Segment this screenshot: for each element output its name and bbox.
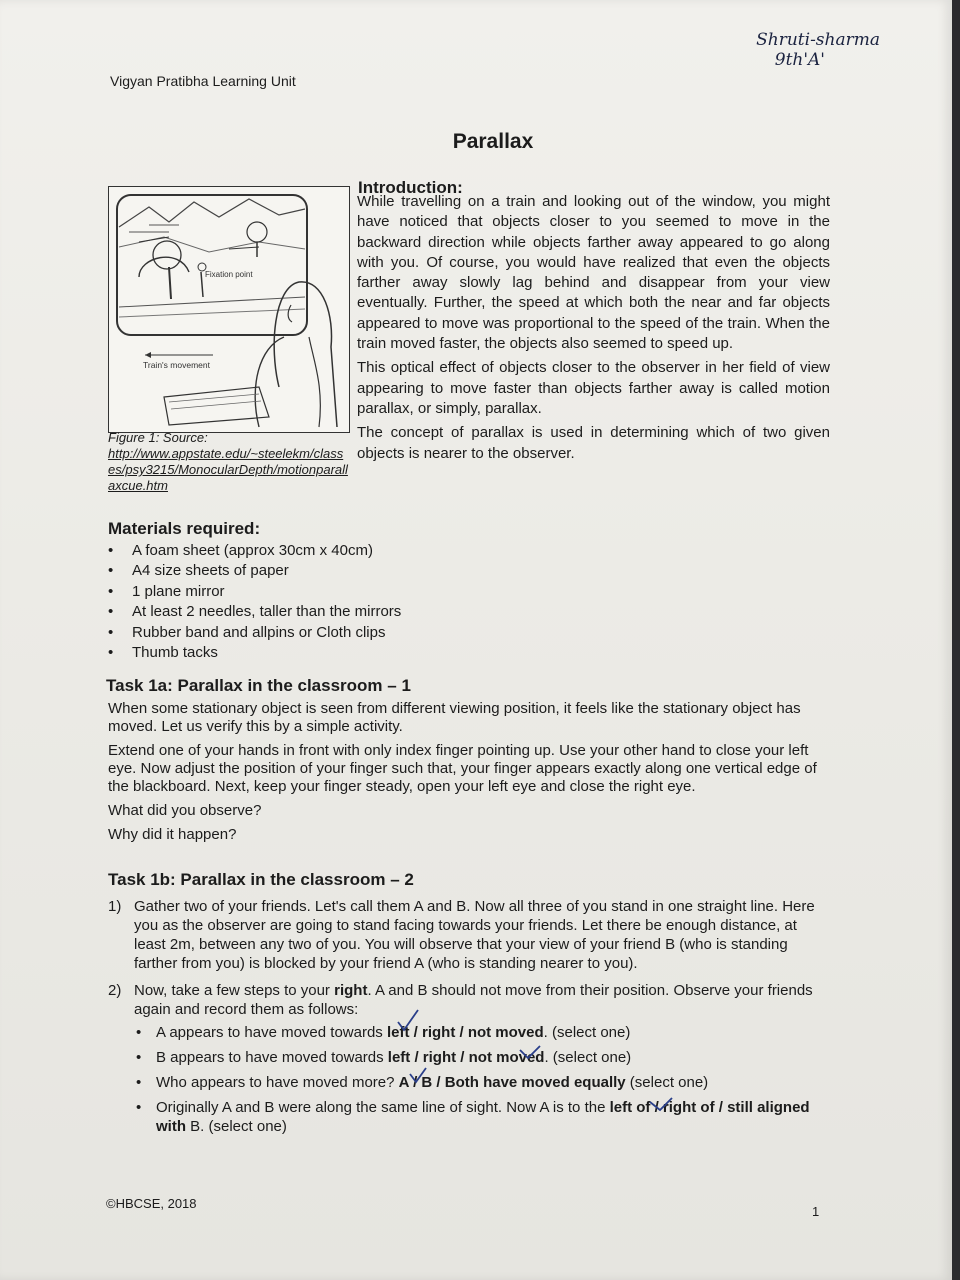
task-1a-heading: Task 1a: Parallax in the classroom – 1 <box>106 676 411 695</box>
task-1a-question: What did you observe? <box>108 802 262 819</box>
answer-options[interactable]: left / right / not moved <box>386 1024 544 1041</box>
question-suffix: . (select one) <box>544 1049 632 1066</box>
intro-paragraph: The concept of parallax is used in determining which of two given objects is nearer to the observer. <box>357 424 830 462</box>
task-1b-heading: Task 1b: Parallax in the classroom – 2 <box>108 870 414 889</box>
step-text: . A and B should not move from their position. Observe your friends again and record them as follows: <box>134 982 813 1018</box>
step-number: 1) <box>108 898 122 915</box>
answer-options[interactable]: A / B / Both have moved equally <box>398 1074 626 1091</box>
step-emphasis: right <box>334 982 368 999</box>
student-class: 9th'A' <box>774 50 825 70</box>
list-item: • At least 2 needles, taller than the mirrors <box>108 602 401 622</box>
task-1a-paragraph: When some stationary object is seen from different viewing position, it feels like the stationary object has moved. Let us verify this by a simple activity. <box>108 700 801 735</box>
list-item: • 1 plane mirror <box>108 582 401 602</box>
intro-paragraph: This optical effect of objects closer to the observer in her field of view appearing to move faster than objects farther away is called motion parallax, or simply, parallax. <box>357 359 830 417</box>
list-item: • A foam sheet (approx 30cm x 40cm) <box>108 541 401 561</box>
task-1a-paragraph: Extend one of your hands in front with only index finger pointing up. Use your other hand to close your left eye. Now adjust the position of your finger such that, your finger appears exactly along one vertical edge of the blackboard. Next, keep your finger steady, open your left eye and close the right eye. <box>108 742 817 795</box>
checkmark-icon <box>410 1068 426 1082</box>
question-text: Originally A and B were along the same line of sight. Now A is to the <box>156 1099 610 1116</box>
answer-options[interactable]: left / right / not moved <box>387 1049 545 1066</box>
list-item: • Rubber band and allpins or Cloth clips <box>108 623 401 643</box>
step-number: 2) <box>108 982 122 999</box>
question-suffix: B. (select one) <box>186 1118 287 1135</box>
intro-paragraph: While travelling on a train and looking out of the window, you might have noticed that objects closer to you seemed to move in the backward direction while objects farther away appeared to go along with you. Of course, you would have realized that even the objects farther away slowly lag behind and disappear from your view eventually. Further, the speed at which both the near and far objects appeared to move was proportional to the speed of the train. When the train moved faster, the objects also seemed to speed up. <box>357 193 830 353</box>
introduction-heading: Introduction: <box>358 178 463 197</box>
figure-source-link[interactable]: http://www.appstate.edu/~steelekm/classes/psy3215/MonocularDepth/motionparallaxcue.htm <box>108 446 348 493</box>
checkmark-icon <box>650 1098 672 1110</box>
checkmark-icon <box>520 1046 540 1058</box>
fixation-label: Fixation point <box>205 270 253 279</box>
materials-heading: Materials required: <box>108 519 261 538</box>
answer-options[interactable]: left of / right of / still aligned with <box>156 1099 810 1135</box>
movement-label: Train's movement <box>143 360 210 370</box>
question-text: Who appears to have moved more? <box>156 1074 399 1091</box>
checkmark-icon <box>398 1010 418 1030</box>
question-suffix: (select one) <box>625 1074 709 1091</box>
question-text: B appears to have moved towards <box>156 1049 388 1066</box>
list-item: • A4 size sheets of paper <box>108 561 401 581</box>
figure-caption-prefix: Figure 1: Source: <box>108 430 208 445</box>
step-text: Gather two of your friends. Let's call them A and B. Now all three of you stand in one straight line. Here you as the observer are going to stand facing towards your friends. Let there be enough distance, at least 2m, between any two of you. You will observe that your view of your friend B (who is standing farther from you) is blocked by your friend A (who is standing nearer to you). <box>134 898 815 972</box>
step-text: Now, take a few steps to your <box>134 982 335 999</box>
page-number: 1 <box>812 1204 820 1219</box>
copyright-footer: ©HBCSE, 2018 <box>106 1196 197 1211</box>
unit-label: Vigyan Pratibha Learning Unit <box>110 73 296 89</box>
task-1a-question: Why did it happen? <box>108 826 237 843</box>
student-name: Shruti-sharma <box>756 30 880 50</box>
question-suffix: . (select one) <box>543 1024 631 1041</box>
question-text: A appears to have moved towards <box>156 1024 387 1041</box>
page-title: Parallax <box>452 130 534 153</box>
list-item: • Thumb tacks <box>108 643 401 663</box>
